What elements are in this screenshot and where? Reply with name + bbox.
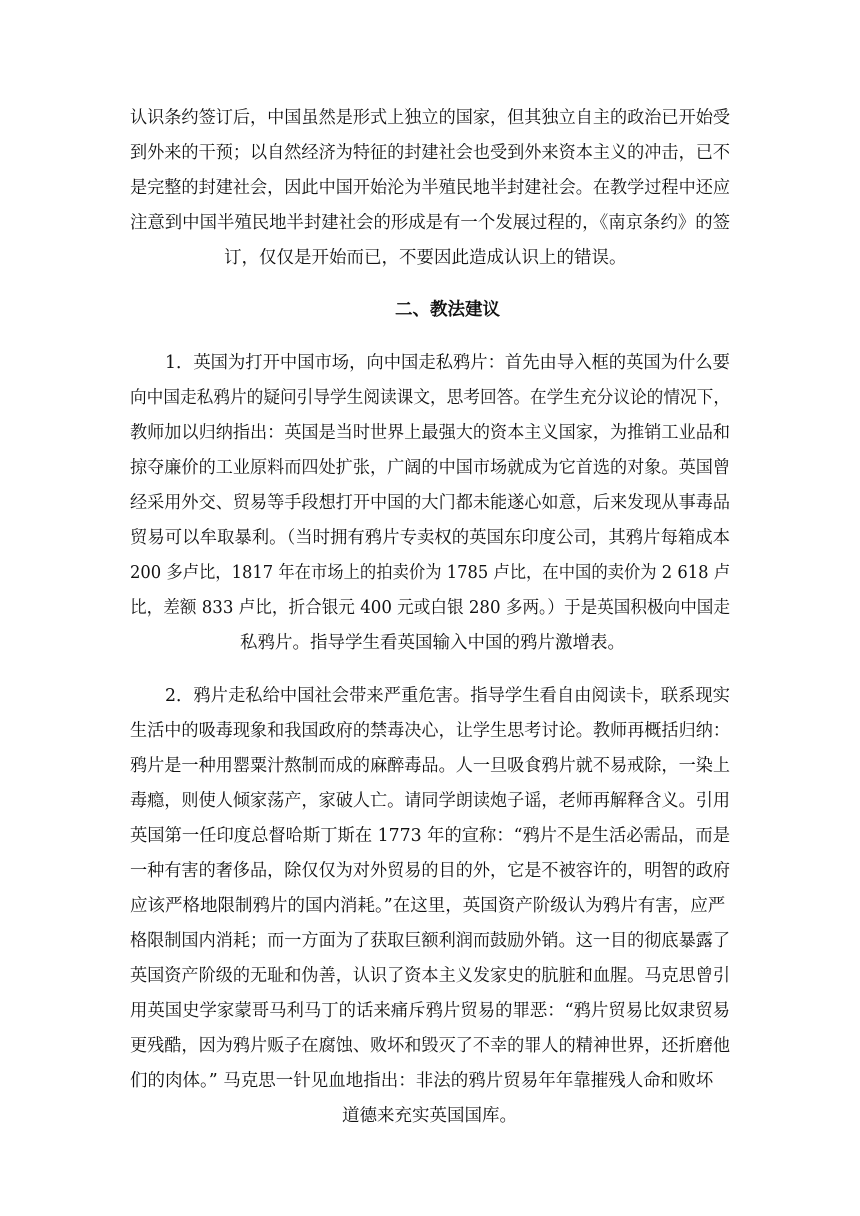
text-line: 用英国史学家蒙哥马利马丁的话来痛斥鸦片贸易的罪恶：“鸦片贸易比奴隶贸易	[130, 1001, 731, 1021]
text-line: 应该严格地限制鸦片的国内消耗。”在这里，英国资产阶级认为鸦片有害，应严	[130, 896, 726, 916]
text-line: 注意到中国半殖民地半封建社会的形成是有一个发展过程的，《南京条约》的签	[130, 213, 731, 233]
text-line: 生活中的吸毒现象和我国政府的禁毒决心，让学生思考讨论。教师再概括归纳：	[130, 721, 731, 741]
text-line: 英国第一任印度总督哈斯丁斯在 1773 年的宣称：“鸦片不是生活必需品，而是	[130, 826, 731, 846]
text-line: 更残酷，因为鸦片贩子在腐蚀、败坏和毁灭了不幸的罪人的精神世界，还折磨他	[130, 1036, 731, 1056]
section-heading: 二、教法建议	[395, 300, 500, 320]
text-line: 贸易可以牟取暴利。（当时拥有鸦片专卖权的英国东印度公司，其鸦片每箱成本	[130, 528, 731, 548]
text-line: 向中国走私鸦片的疑问引导学生阅读课文，思考回答。在学生充分议论的情况下，	[130, 388, 731, 408]
text-line: 200 多卢比，1817 年在市场上的拍卖价为 1785 卢比，在中国的卖价为 2 618 卢	[130, 563, 731, 583]
text-line: 掠夺廉价的工业原料而四处扩张，广阔的中国市场就成为它首选的对象。英国曾	[130, 458, 731, 478]
text-line: 们的肉体。” 马克思一针见血地指出：非法的鸦片贸易年年靠摧残人命和败坏	[130, 1071, 714, 1091]
text-line: 认识条约签订后，中国虽然是形式上独立的国家，但其独立自主的政治已开始受	[130, 108, 731, 128]
text-line: 经采用外交、贸易等手段想打开中国的大门都未能遂心如意，后来发现从事毒品	[130, 493, 731, 513]
text-line: 英国资产阶级的无耻和伪善，认识了资本主义发家史的肮脏和血腥。马克思曾引	[130, 966, 731, 986]
text-line: 订，仅仅是开始而已，不要因此造成认识上的错误。	[224, 248, 627, 268]
text-line: 到外来的干预；以自然经济为特征的封建社会也受到外来资本主义的冲击，已不	[130, 143, 731, 163]
text-line: 一种有害的奢侈品，除仅仅为对外贸易的目的外，它是不被容许的，明智的政府	[130, 861, 731, 881]
text-line: 毒瘾，则使人倾家荡产，家破人亡。请同学朗读炮子谣，老师再解释含义。引用	[130, 791, 731, 811]
text-line: 比，差额 833 卢比，折合银元 400 元或白银 280 多两。）于是英国积极向中国走	[130, 598, 731, 618]
text-line: 鸦片是一种用罂粟汁熬制而成的麻醉毒品。人一旦吸食鸦片就不易戒除，一染上	[130, 756, 731, 776]
text-line: 1．英国为打开中国市场，向中国走私鸦片：首先由导入框的英国为什么要	[165, 353, 730, 373]
text-line: 2．鸦片走私给中国社会带来严重危害。指导学生看自由阅读卡，联系现实	[165, 686, 730, 706]
text-line: 教师加以归纳指出：英国是当时世界上最强大的资本主义国家，为推销工业品和	[130, 423, 731, 443]
text-line: 是完整的封建社会，因此中国开始沦为半殖民地半封建社会。在教学过程中还应	[130, 178, 731, 198]
text-line: 格限制国内消耗；而一方面为了获取巨额利润而鼓励外销。这一目的彻底暴露了	[130, 931, 731, 951]
text-line: 私鸦片。指导学生看英国输入中国的鸦片激增表。	[240, 633, 625, 653]
text-line: 道德来充实英国国库。	[342, 1106, 517, 1126]
